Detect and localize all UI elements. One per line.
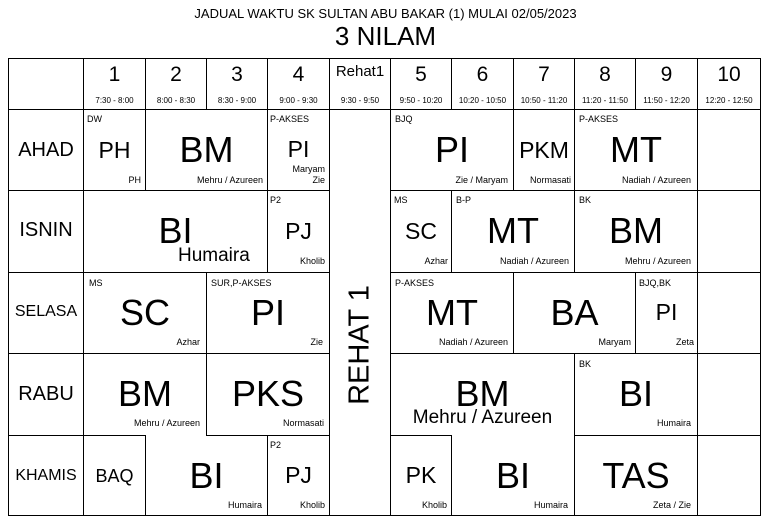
rehat-vertical-label: REHAT 1 [343,285,376,405]
period-number: 3 [231,63,243,86]
lesson-teacher: Nadiah / Azureen [621,175,691,185]
lesson-subject: PKM [519,137,569,163]
period-number: 1 [108,63,121,86]
lesson-subject: PKS [231,373,305,414]
lesson-subject: TAS [602,455,670,496]
period-time: 9:30 - 9:50 [340,96,380,105]
day-label: SELASA [14,303,78,320]
lesson-subject: PJ [285,462,312,488]
lesson-subject: PI [250,292,285,333]
lesson-tag: BK [579,359,592,369]
day-label: AHAD [18,139,74,161]
period-time: 8:00 - 8:30 [156,96,196,105]
lesson-tag: B-P [456,195,472,205]
lesson-tag: P2 [270,440,282,450]
lesson-teacher: Zie / Maryam [455,175,508,185]
lesson-teacher: Azhar [424,256,448,266]
lesson-teacher: Normasati [529,175,571,185]
lesson-subject: PI [655,299,678,325]
grid-line [8,58,9,516]
grid-line [697,190,698,273]
day-label: ISNIN [19,219,73,241]
lesson-subject: BM [455,373,510,414]
period-number: 2 [170,63,182,86]
lesson-tag: DW [87,114,102,124]
period-number: 9 [660,63,673,86]
lesson-subject: BI [189,455,224,496]
lesson-subject: PH [98,137,131,163]
grid-line [8,353,330,354]
lesson-tag: P2 [270,195,282,205]
lesson-subject: MT [487,210,539,251]
lesson-teacher: Zeta / Zie [652,500,691,510]
period-time: 9:50 - 10:20 [399,96,443,105]
grid-line [83,58,84,516]
lesson-teacher: Mehru / Azureen [624,256,691,266]
lesson-tag: MS [394,195,408,205]
class-name: 3 NILAM [334,21,437,51]
lesson-teacher: Kholib [299,256,325,266]
lesson-subject: BI [158,210,193,251]
grid-line [390,190,761,191]
grid-line [8,435,145,436]
grid-line [390,353,761,354]
grid-line [390,58,391,516]
lesson-subject: BI [495,455,530,496]
period-time: 7:30 - 8:00 [95,96,134,105]
lesson-subject: SC [119,292,170,333]
lesson-teacher: Zie [310,337,323,347]
lesson-teacher: PH [128,175,141,185]
period-number: 8 [599,63,611,86]
lesson-teacher: Humaira [533,500,568,510]
lesson-subject: BAQ [95,466,134,486]
lesson-subject: BI [618,373,653,414]
period-number: 5 [415,63,427,86]
timetable-title: JADUAL WAKTU SK SULTAN ABU BAKAR (1) MULAI 02/05/2023 [194,6,577,21]
lesson-teacher: Kholib [299,500,325,510]
lesson-subject: BA [550,292,599,333]
lesson-subject: MT [610,129,662,170]
lesson-subject: MT [426,292,478,333]
period-time: 9:00 - 9:30 [279,96,318,105]
lesson-subject: PK [405,462,437,488]
period-number: 4 [292,63,305,86]
grid-line [574,435,761,436]
grid-line [8,272,330,273]
period-time: 10:50 - 11:20 [520,96,568,105]
lesson-tag: BK [579,195,592,205]
lesson-teacher: Humaira [227,500,262,510]
lesson-teacher: Mehru / Azureen [196,175,263,185]
grid-line [8,190,330,191]
grid-line [697,435,698,516]
grid-line [8,58,761,59]
lesson-subject: SC [405,218,437,244]
rehat-header-label: Rehat1 [335,63,385,80]
lesson-teacher: Nadiah / Azureen [499,256,569,266]
period-number: 6 [476,63,489,86]
lesson-teacher: Zeta [675,337,694,347]
day-label: RABU [18,383,74,405]
lesson-tag: BJQ,BK [639,278,672,288]
lesson-subject: PJ [285,218,312,244]
lesson-tag: P-AKSES [395,278,435,288]
grid-line [760,58,761,516]
day-label: KHAMIS [15,467,77,484]
grid-line [697,109,698,191]
period-time: 11:50 - 12:20 [643,96,690,105]
grid-line [8,515,761,516]
period-number: 7 [538,63,550,86]
lesson-teacher: Mehru / Azureen [412,407,553,428]
lesson-subject: BM [179,129,234,170]
lesson-subject: PI [434,129,469,170]
lesson-teacher: Maryam Zie [292,164,325,185]
grid-line [697,272,698,354]
lesson-tag: BJQ [395,114,413,124]
grid-line [206,435,330,436]
lesson-teacher: Mehru / Azureen [133,418,200,428]
lesson-teacher: Humaira [178,245,250,266]
lesson-teacher: Maryam [598,337,631,347]
lesson-tag: MS [89,278,103,288]
period-time: 12:20 - 12:50 [705,96,753,105]
lesson-subject: BM [118,373,172,414]
grid-line [390,435,452,436]
lesson-tag: P-AKSES [579,114,619,124]
grid-line [697,353,698,436]
lesson-teacher: Azhar [176,337,200,347]
lesson-subject: PI [287,136,310,162]
period-time: 8:30 - 9:00 [217,96,257,105]
grid-line [8,109,761,110]
lesson-tag: P-AKSES [270,114,310,124]
lesson-teacher: Humaira [656,418,691,428]
lesson-teacher: Nadiah / Azureen [438,337,508,347]
period-time: 10:20 - 10:50 [458,96,507,105]
period-number: 10 [717,63,741,86]
lesson-teacher: Normasati [282,418,324,428]
lesson-subject: BM [609,210,663,251]
period-time: 11:20 - 11:50 [582,96,628,105]
lesson-tag: SUR,P-AKSES [211,278,272,288]
grid-line [390,272,761,273]
lesson-teacher: Kholib [421,500,447,510]
